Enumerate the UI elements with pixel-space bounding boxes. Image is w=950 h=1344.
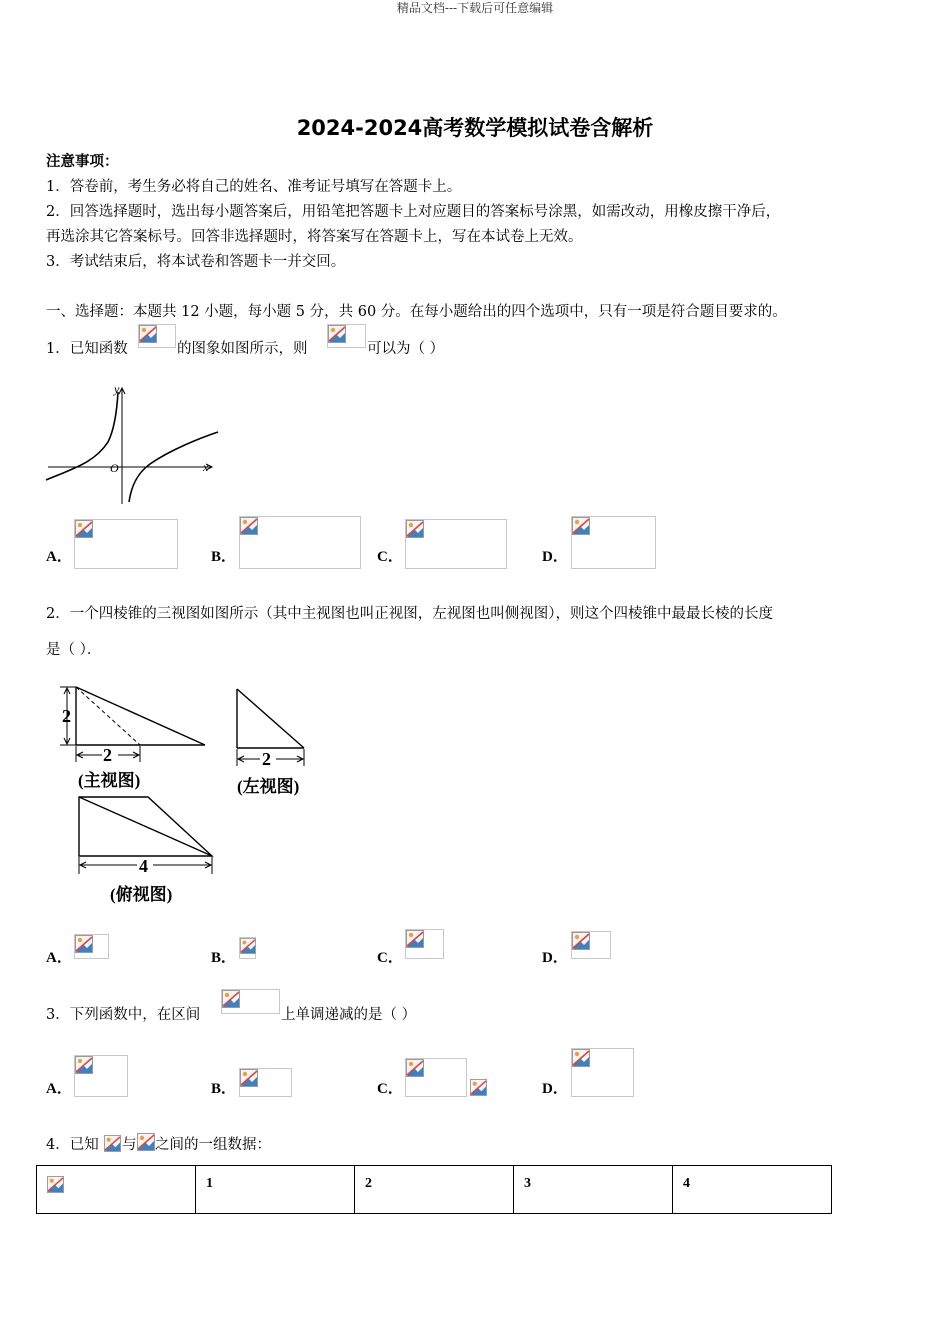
- option-a-image: [74, 1055, 128, 1097]
- option-c-extra-image: [470, 1079, 487, 1097]
- option-b-image: [239, 516, 361, 569]
- front-view-label: (主视图): [78, 771, 141, 790]
- table-row: [37, 1166, 832, 1214]
- option-c-image: [405, 519, 507, 569]
- broken-image-icon: [75, 1056, 93, 1074]
- broken-image-icon: [470, 1079, 487, 1096]
- option-d-label: D．: [542, 950, 568, 966]
- broken-image-icon: [406, 930, 424, 948]
- notice-heading: 注意事项：: [46, 153, 119, 170]
- origin-label: O: [110, 461, 119, 475]
- variable-x-image: [104, 1135, 121, 1154]
- top-width-label: 4: [139, 856, 148, 876]
- q2-text-line1: 2．一个四棱锥的三视图如图所示（其中主视图也叫正视图，左视图也叫侧视图），则这个四棱锥中最最长棱的长度: [46, 606, 773, 622]
- q3-text-part1: 3．下列函数中，在区间: [46, 1007, 201, 1023]
- broken-image-icon: [406, 520, 424, 538]
- table-cell: 2: [355, 1166, 514, 1214]
- option-c-image: [405, 929, 444, 959]
- broken-image-icon: [222, 990, 240, 1008]
- option-b-label: B．: [211, 950, 237, 966]
- option-b-label: B．: [211, 1081, 237, 1097]
- notice-item: 2．回答选择题时，选出每小题答案后，用铅笔把答题卡上对应题目的答案标号涂黑，如需改动，用橡皮擦干净后，: [46, 204, 781, 220]
- q4-text-part2: 与: [122, 1137, 137, 1153]
- broken-image-icon: [572, 1049, 590, 1067]
- side-view-label: (左视图): [237, 777, 300, 796]
- notice-item: 1．答卷前，考生务必将自己的姓名、准考证号填写在答题卡上。: [46, 179, 462, 195]
- side-view-diagram: [230, 682, 320, 772]
- option-d-image: [571, 931, 611, 959]
- option-c-label: C．: [377, 1081, 403, 1097]
- top-view-diagram: [70, 790, 220, 880]
- broken-image-icon: [328, 325, 346, 343]
- option-c-label: C．: [377, 549, 403, 565]
- notice-item: 再选涂其它答案标号。回答非选择题时，将答案写在答题卡上，写在本试卷上无效。: [46, 229, 583, 245]
- option-d-label: D．: [542, 1081, 568, 1097]
- option-b-image: [239, 1068, 292, 1097]
- broken-image-icon: [572, 517, 590, 535]
- broken-image-icon: [104, 1135, 121, 1152]
- broken-image-icon: [75, 520, 93, 538]
- broken-image-icon: [75, 935, 93, 953]
- x-axis-label: x: [203, 460, 209, 474]
- interval-image: [221, 989, 280, 1014]
- option-b-image: [239, 937, 256, 959]
- table-cell: [37, 1166, 196, 1214]
- table-cell: 3: [514, 1166, 673, 1214]
- formula-image: [327, 324, 366, 348]
- function-graph: [40, 380, 230, 510]
- y-axis-label: y: [114, 382, 120, 396]
- option-a-image: [74, 519, 178, 569]
- broken-image-icon: [137, 1133, 155, 1151]
- data-table: [36, 1165, 832, 1214]
- broken-image-icon: [406, 1059, 424, 1077]
- option-a-label: A．: [46, 1081, 72, 1097]
- option-c-image: [405, 1058, 467, 1097]
- front-width-label: 2: [103, 745, 112, 765]
- option-d-image: [571, 516, 656, 569]
- q1-text-part1: 1．已知函数: [46, 341, 128, 357]
- option-a-label: A．: [46, 950, 72, 966]
- option-b-label: B．: [211, 549, 237, 565]
- side-width-label: 2: [262, 749, 271, 769]
- table-cell: 4: [673, 1166, 832, 1214]
- q4-text-part3: 之间的一组数据：: [155, 1137, 271, 1153]
- broken-image-icon: [240, 938, 256, 954]
- header-note: 精品文档---下载后可任意编辑: [396, 1, 554, 15]
- page-title: 2024-2024高考数学模拟试卷含解析: [296, 116, 654, 140]
- top-view-label: (俯视图): [110, 885, 173, 904]
- option-d-image: [571, 1048, 634, 1097]
- front-height-label: 2: [62, 706, 71, 726]
- notice-item: 3．考试结束后，将本试卷和答题卡一并交回。: [46, 254, 346, 270]
- option-a-label: A．: [46, 549, 72, 565]
- option-a-image: [74, 934, 109, 959]
- q2-text-line2: 是（ ）．: [46, 642, 102, 658]
- q4-text-part1: 4．已知: [46, 1137, 99, 1153]
- broken-image-icon: [240, 517, 258, 535]
- q3-text-part2: 上单调递减的是（ ）: [281, 1007, 417, 1023]
- q1-text-part2: 的图象如图所示，则: [177, 341, 308, 357]
- section-heading: 一、选择题：本题共 12 小题，每小题 5 分，共 60 分。在每小题给出的四个选项中，只有一项是符合题目要求的。: [46, 304, 787, 320]
- q1-text-part3: 可以为（ ）: [367, 341, 445, 357]
- formula-image: [138, 324, 176, 348]
- option-d-label: D．: [542, 549, 568, 565]
- table-cell: 1: [196, 1166, 355, 1214]
- broken-image-icon: [139, 325, 157, 343]
- option-c-label: C．: [377, 950, 403, 966]
- broken-image-icon: [240, 1069, 258, 1087]
- variable-y-image: [137, 1133, 155, 1154]
- broken-image-icon: [47, 1176, 64, 1193]
- broken-image-icon: [572, 932, 590, 950]
